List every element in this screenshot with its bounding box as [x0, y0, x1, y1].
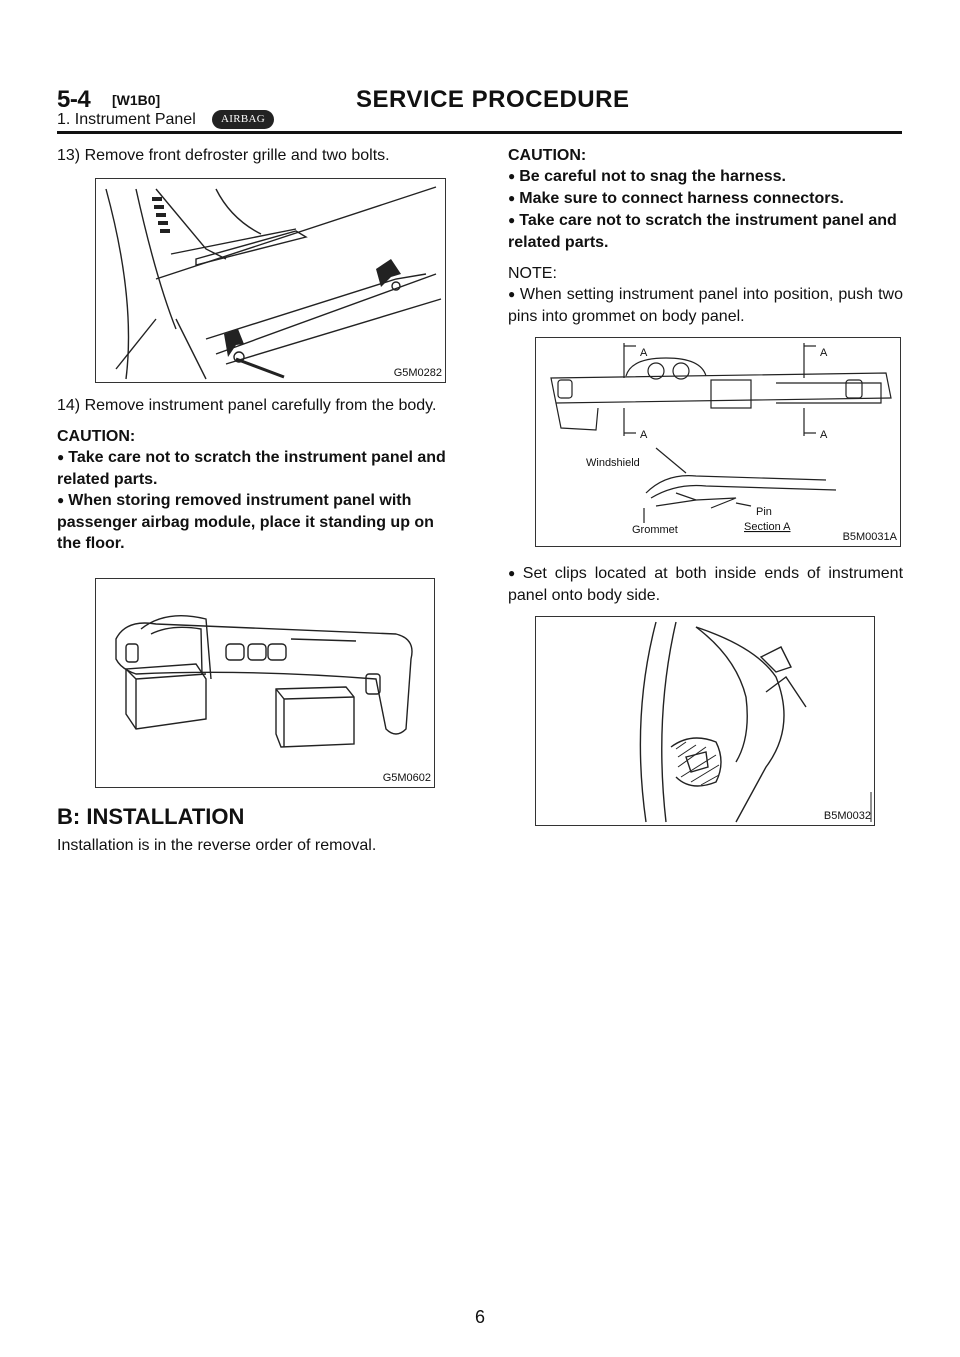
label-a: A [820, 429, 828, 441]
step-14: 14) Remove instrument panel carefully from the body. [57, 397, 437, 414]
label-a: A [820, 347, 828, 359]
left-column [57, 145, 462, 856]
right-column [508, 145, 903, 826]
figure-code: B5M0031A [842, 531, 897, 543]
installation-text: Installation is in the reverse order of removal. [57, 837, 377, 854]
page-number: 6 [474, 1307, 485, 1327]
section-code: [W1B0] [112, 92, 161, 108]
figure-defroster-grille [95, 178, 446, 383]
label-windshield: Windshield [586, 457, 640, 469]
defroster-illustration [96, 179, 445, 382]
note-title: NOTE: [508, 265, 557, 282]
stored-panel-illustration [96, 579, 434, 787]
figure-code: G5M0282 [393, 367, 442, 379]
clips-item: ● Set clips located at both inside ends of instrument panel onto body side. [508, 563, 903, 606]
page-subtitle: 1. Instrument Panel [57, 111, 196, 128]
page-title: SERVICE PROCEDURE [356, 86, 630, 113]
figure-clips [535, 616, 875, 826]
figure-pin-grommet [535, 337, 901, 547]
label-a: A [640, 347, 648, 359]
page-header [0, 0, 960, 128]
label-section-a: Section A [744, 521, 791, 533]
pin-grommet-illustration [536, 338, 900, 546]
caution-title: CAUTION: [57, 428, 136, 445]
figure-code: B5M0032 [823, 810, 871, 822]
note-item: ● When setting instrument panel into position, push two pins into grommet on body panel. [508, 284, 903, 327]
airbag-badge: AIRBAG [212, 110, 274, 129]
header-rule [57, 131, 902, 134]
figure-code: G5M0602 [382, 772, 431, 784]
figure-stored-panel [95, 578, 435, 788]
installation-heading: B: INSTALLATION [57, 804, 245, 829]
caution-item: ● Make sure to connect harness connectors. [508, 188, 903, 210]
caution-item: ● Be careful not to snag the harness. [508, 166, 903, 188]
caution-item: ● Take care not to scratch the instrument panel and related parts. [57, 447, 462, 490]
section-number: 5-4 [57, 86, 91, 113]
caution-item: ● When storing removed instrument panel with passenger airbag module, place it standing up on the floor. [57, 490, 462, 554]
clips-illustration [536, 617, 874, 825]
label-a: A [640, 429, 648, 441]
step-13: 13) Remove front defroster grille and two bolts. [57, 147, 390, 164]
label-pin: Pin [756, 506, 772, 518]
caution-title: CAUTION: [508, 147, 587, 164]
label-grommet: Grommet [632, 524, 678, 536]
caution-item: ● Take care not to scratch the instrument panel and related parts. [508, 210, 903, 253]
